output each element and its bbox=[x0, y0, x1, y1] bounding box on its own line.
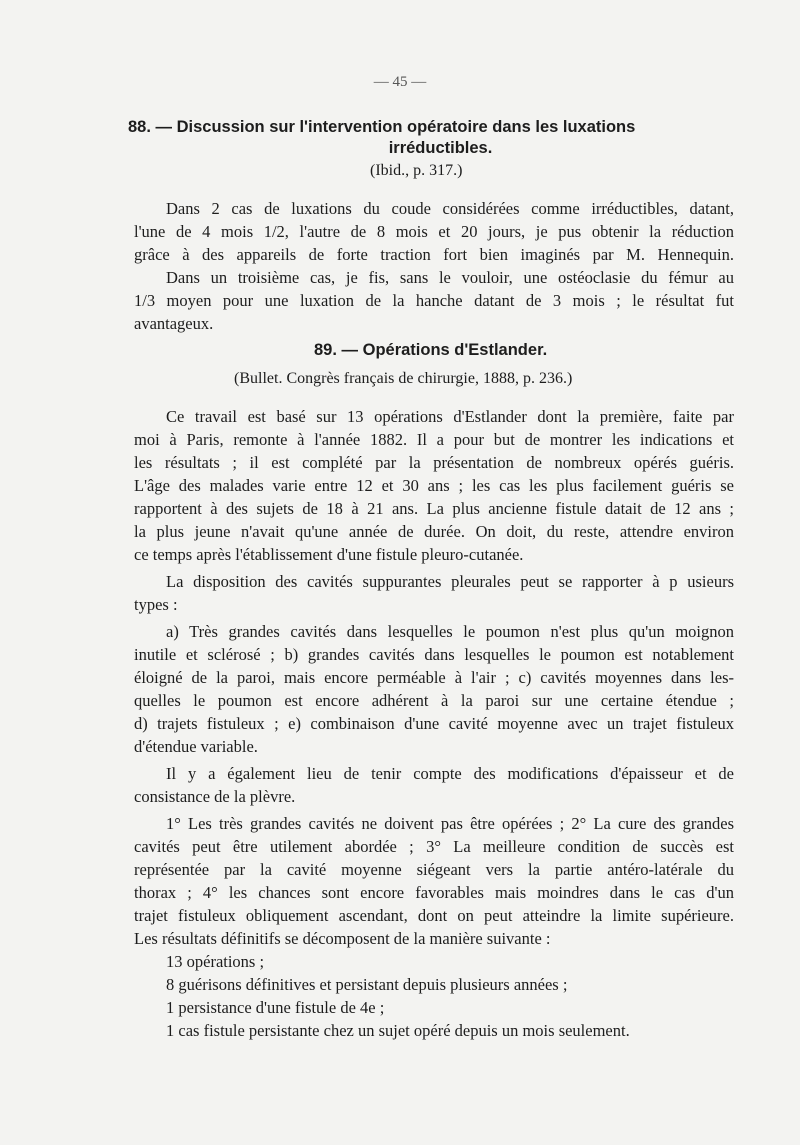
section-89-para5-line: cavités peut être utilement abordée ; 3° La meilleure condition de succès est bbox=[134, 837, 734, 856]
section-89-para4-line: consistance de la plèvre. bbox=[134, 787, 296, 806]
section-89-para5-line: trajet fistuleux obliquement ascendant, dont on peut atteindre la limite supérieure. bbox=[134, 906, 734, 925]
results-item: 8 guérisons définitives et persistant depuis plusieurs années ; bbox=[166, 975, 568, 994]
section-89-para4-line: Il y a également lieu de tenir compte des modifications d'épaisseur et de bbox=[166, 764, 734, 783]
section-89-para1-line: les résultats ; il est complété par la présentation de nombreux opérés guéris. bbox=[134, 453, 734, 472]
section-89-para1-line: la plus jeune n'avait qu'une année de durée. On doit, du reste, attendre environ bbox=[134, 522, 734, 541]
section-89-para1-line: ce temps après l'établissement d'une fistule pleuro-cutanée. bbox=[134, 545, 524, 564]
section-89-para5-line: thorax ; 4° les chances sont encore favorables mais moindres dans le cas d'un bbox=[134, 883, 734, 902]
section-88-line: avantageux. bbox=[134, 314, 214, 333]
results-item: 13 opérations ; bbox=[166, 952, 265, 971]
section-89-para5-line: 1° Les très grandes cavités ne doivent pas être opérées ; 2° La cure des grandes bbox=[166, 814, 734, 833]
section-89-para1-line: rapportent à des sujets de 18 à 21 ans. La plus ancienne fistule datait de 12 ans ; bbox=[134, 499, 734, 518]
section-89-para3-line: d) trajets fistuleux ; e) combinaison d'une cavité moyenne avec un trajet fistuleux bbox=[134, 714, 734, 733]
section-89-para1-line: Ce travail est basé sur 13 opérations d'Estlander dont la première, faite par bbox=[166, 407, 734, 426]
section-89-para3-line: a) Très grandes cavités dans lesquelles le poumon n'est plus qu'un moignon bbox=[166, 622, 734, 641]
section-89-para3-line: éloigné de la paroi, mais encore perméable à l'air ; c) cavités moyennes dans les- bbox=[134, 668, 734, 687]
section-89-para2-line: types : bbox=[134, 595, 178, 614]
section-88-line: Dans 2 cas de luxations du coude considérées comme irréductibles, datant, bbox=[166, 199, 734, 218]
section-89-title: 89. — Opérations d'Estlander. bbox=[314, 341, 548, 359]
section-88-title-line1: 88. — Discussion sur l'intervention opératoire dans les luxations bbox=[128, 118, 636, 136]
section-88-title-line2: irréductibles. bbox=[388, 139, 493, 157]
page-number: — 45 — bbox=[373, 74, 427, 90]
section-89-para3-line: inutile et sclérosé ; b) grandes cavités dans lesquelles le poumon est notablement bbox=[134, 645, 734, 664]
section-89-para1-line: moi à Paris, remonte à l'année 1882. Il a pour but de montrer les indications et bbox=[134, 430, 734, 449]
section-89-para5-line: représentée par la cavité moyenne siégeant vers la partie antéro-latérale du bbox=[134, 860, 734, 879]
section-89-para3-line: d'étendue variable. bbox=[134, 737, 258, 756]
section-88-line: grâce à des appareils de forte traction fort bien imaginés par M. Hennequin. bbox=[134, 245, 734, 264]
section-89-para3-line: quelles le poumon est encore adhérent à la paroi sur une certaine étendue ; bbox=[134, 691, 734, 710]
section-88-reference: (Ibid., p. 317.) bbox=[370, 162, 463, 179]
section-89-para1-line: L'âge des malades varie entre 12 et 30 ans ; les cas les plus facilement guéris se bbox=[134, 476, 734, 495]
section-88-line: 1/3 moyen pour une luxation de la hanche datant de 3 mois ; le résultat fut bbox=[134, 291, 734, 310]
section-89-para5-line: Les résultats définitifs se décomposent de la manière suivante : bbox=[134, 929, 551, 948]
section-89-para2-line: La disposition des cavités suppurantes pleurales peut se rapporter à p usieurs bbox=[166, 572, 734, 591]
section-88-line: l'une de 4 mois 1/2, l'autre de 8 mois et 20 jours, je pus obtenir la réduction bbox=[134, 222, 734, 241]
section-89-reference: (Bullet. Congrès français de chirurgie, 1888, p. 236.) bbox=[234, 370, 573, 387]
section-88-line: Dans un troisième cas, je fis, sans le vouloir, une ostéoclasie du fémur au bbox=[166, 268, 734, 287]
results-item: 1 cas fistule persistante chez un sujet opéré depuis un mois seulement. bbox=[166, 1021, 630, 1040]
results-item: 1 persistance d'une fistule de 4e ; bbox=[166, 998, 385, 1017]
